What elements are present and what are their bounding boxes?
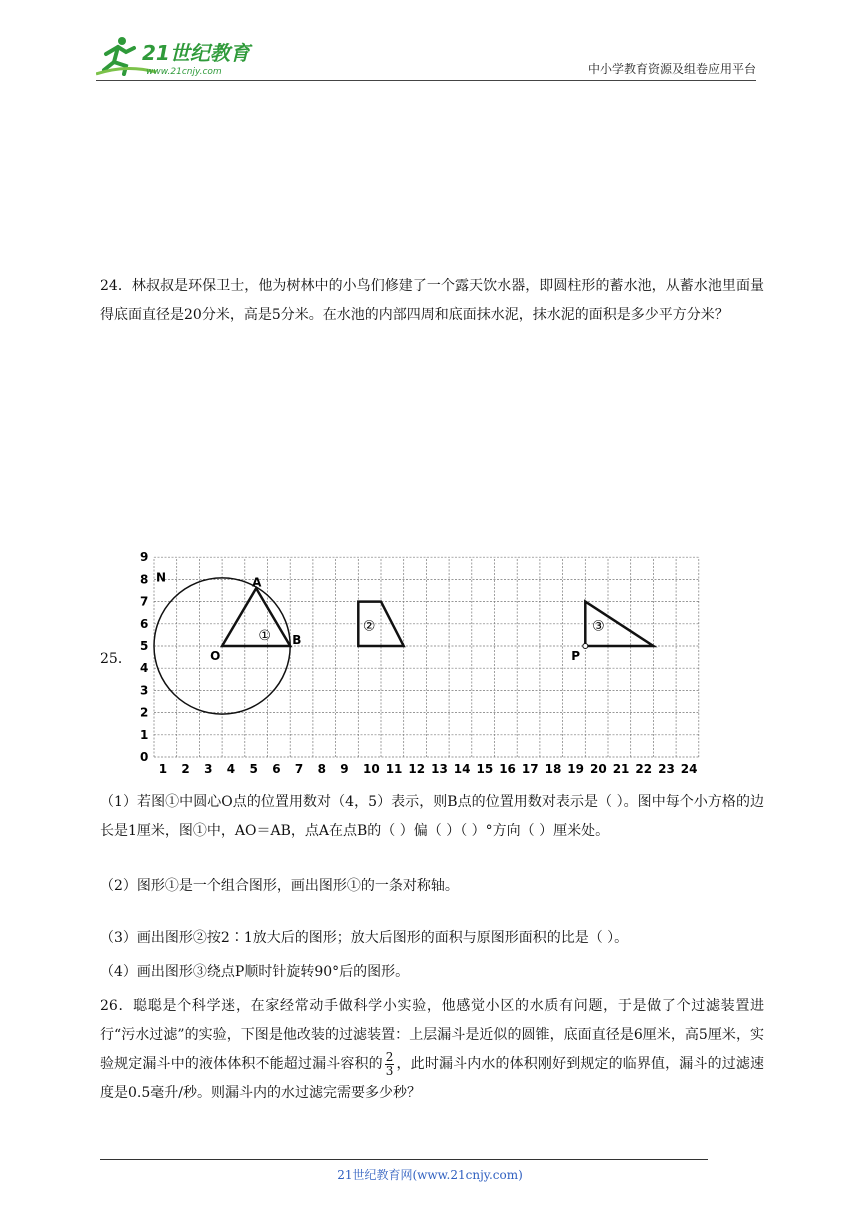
logo-text: 21世纪教育 — [142, 41, 250, 65]
y-tick-label: 3 — [140, 683, 149, 698]
y-tick-label: 5 — [140, 639, 149, 653]
x-tick-label: 16 — [499, 762, 516, 776]
x-tick-label: 12 — [408, 762, 426, 776]
x-tick-label: 2 — [181, 762, 190, 776]
y-tick-label: 6 — [140, 616, 149, 631]
header-divider — [96, 80, 756, 81]
y-axis-labels — [140, 550, 148, 764]
question-25-part1: （1）若图①中圆心O点的位置用数对（4，5）表示，则B点的位置用数对表示是（ ）。图中每个小方格的边长是1厘米，图①中，AO＝AB，点A在点B的（ ）偏（ ）（ ）°方向（ ）厘米处。 — [100, 794, 764, 839]
x-tick-label: 8 — [317, 762, 326, 776]
y-tick-label: 0 — [140, 750, 149, 764]
question-25-number: 25． — [100, 651, 132, 667]
question-26-text-a: 26．聪聪是个科学迷，在家经常动手做科学小实验，他感觉小区的水质有问题，于是做了个过滤装置进行“污水过滤”的实验，下图是他改装的过滤装置：上层漏斗是近似的圆锥，底面直径是6厘米，高5厘米，实验规定漏斗中的液体体积不能超过漏斗容积的 — [100, 998, 764, 1072]
y-tick-label: 1 — [140, 727, 149, 742]
y-tick-label: 7 — [140, 594, 149, 609]
question-24: 24．林叔叔是环保卫士，他为树林中的小鸟们修建了一个露天饮水器，即圆柱形的蓄水池，从蓄水池里面量得底面直径是20分米，高是5分米。在水池的内部四周和底面抹水泥，抹水泥的面积是多少平方分米？ — [100, 278, 764, 323]
footer-source: 21世纪教育网(www.21cnjy.com) — [337, 1168, 523, 1182]
x-tick-label: 18 — [544, 762, 562, 776]
header-platform-name: 中小学教育资源及组卷应用平台 — [587, 62, 756, 76]
question-25-part3: （3）画出图形②按2∶1放大后的图形；放大后图形的面积与原图形面积的比是（ ）。 — [100, 930, 629, 946]
question-25-part4: （4）画出图形③绕点P顺时针旋转90°后的图形。 — [100, 964, 410, 980]
x-tick-label: 1 — [158, 762, 168, 776]
x-tick-label: 20 — [590, 762, 607, 776]
x-tick-label: 19 — [567, 762, 585, 776]
x-tick-label: 4 — [226, 762, 236, 776]
x-tick-label: 10 — [363, 762, 380, 776]
x-tick-label: 21 — [612, 762, 630, 776]
point-o-label: O — [210, 649, 221, 663]
y-tick-label: 2 — [140, 705, 149, 720]
x-axis-labels — [159, 762, 698, 776]
grid-svg — [130, 545, 730, 780]
x-tick-label: 14 — [453, 762, 471, 776]
point-a-label: A — [252, 575, 262, 590]
x-tick-label: 23 — [658, 762, 675, 776]
x-tick-label: 3 — [204, 762, 213, 776]
logo-url: www.21cnjy.com — [146, 67, 222, 77]
x-tick-label: 15 — [476, 762, 494, 776]
x-tick-label: 22 — [635, 762, 653, 776]
y-tick-label: 8 — [140, 572, 149, 587]
shape2-label: ② — [362, 618, 376, 635]
x-tick-label: 9 — [340, 762, 349, 776]
site-logo — [96, 34, 256, 80]
y-tick-label: 9 — [140, 550, 149, 565]
point-b-label: B — [292, 633, 302, 647]
x-tick-label: 13 — [431, 762, 448, 776]
fraction-denominator: 3 — [385, 1063, 394, 1078]
question-26-text-b: ，此时漏斗内水的体积刚好到规定的临界值，漏斗的过滤速度是0.5毫升/秒。则漏斗内的水过滤完需要多少秒？ — [100, 1056, 764, 1101]
x-tick-label: 5 — [249, 762, 258, 776]
x-tick-label: 7 — [294, 762, 304, 776]
coordinate-grid-figure — [130, 545, 730, 780]
x-tick-label: 6 — [272, 762, 281, 776]
fraction-two-thirds — [385, 1051, 395, 1078]
shape3-label: ③ — [592, 618, 605, 635]
triangle-shape1 — [222, 588, 290, 646]
point-p-label: P — [571, 649, 581, 663]
point-p-dot — [583, 644, 588, 649]
y-tick-label: 4 — [140, 661, 149, 676]
x-tick-label: 17 — [521, 762, 539, 776]
footer-divider — [100, 1159, 708, 1160]
question-25-part2: （2）图形①是一个组合图形，画出图形①的一条对称轴。 — [100, 878, 459, 894]
north-label: N — [156, 570, 167, 585]
question-26 — [100, 992, 764, 1108]
x-tick-label: 11 — [385, 762, 403, 776]
shape1-label: ① — [258, 628, 271, 644]
fraction-numerator: 2 — [385, 1049, 394, 1064]
grid-lines — [154, 557, 699, 757]
x-tick-label: 24 — [680, 762, 698, 776]
